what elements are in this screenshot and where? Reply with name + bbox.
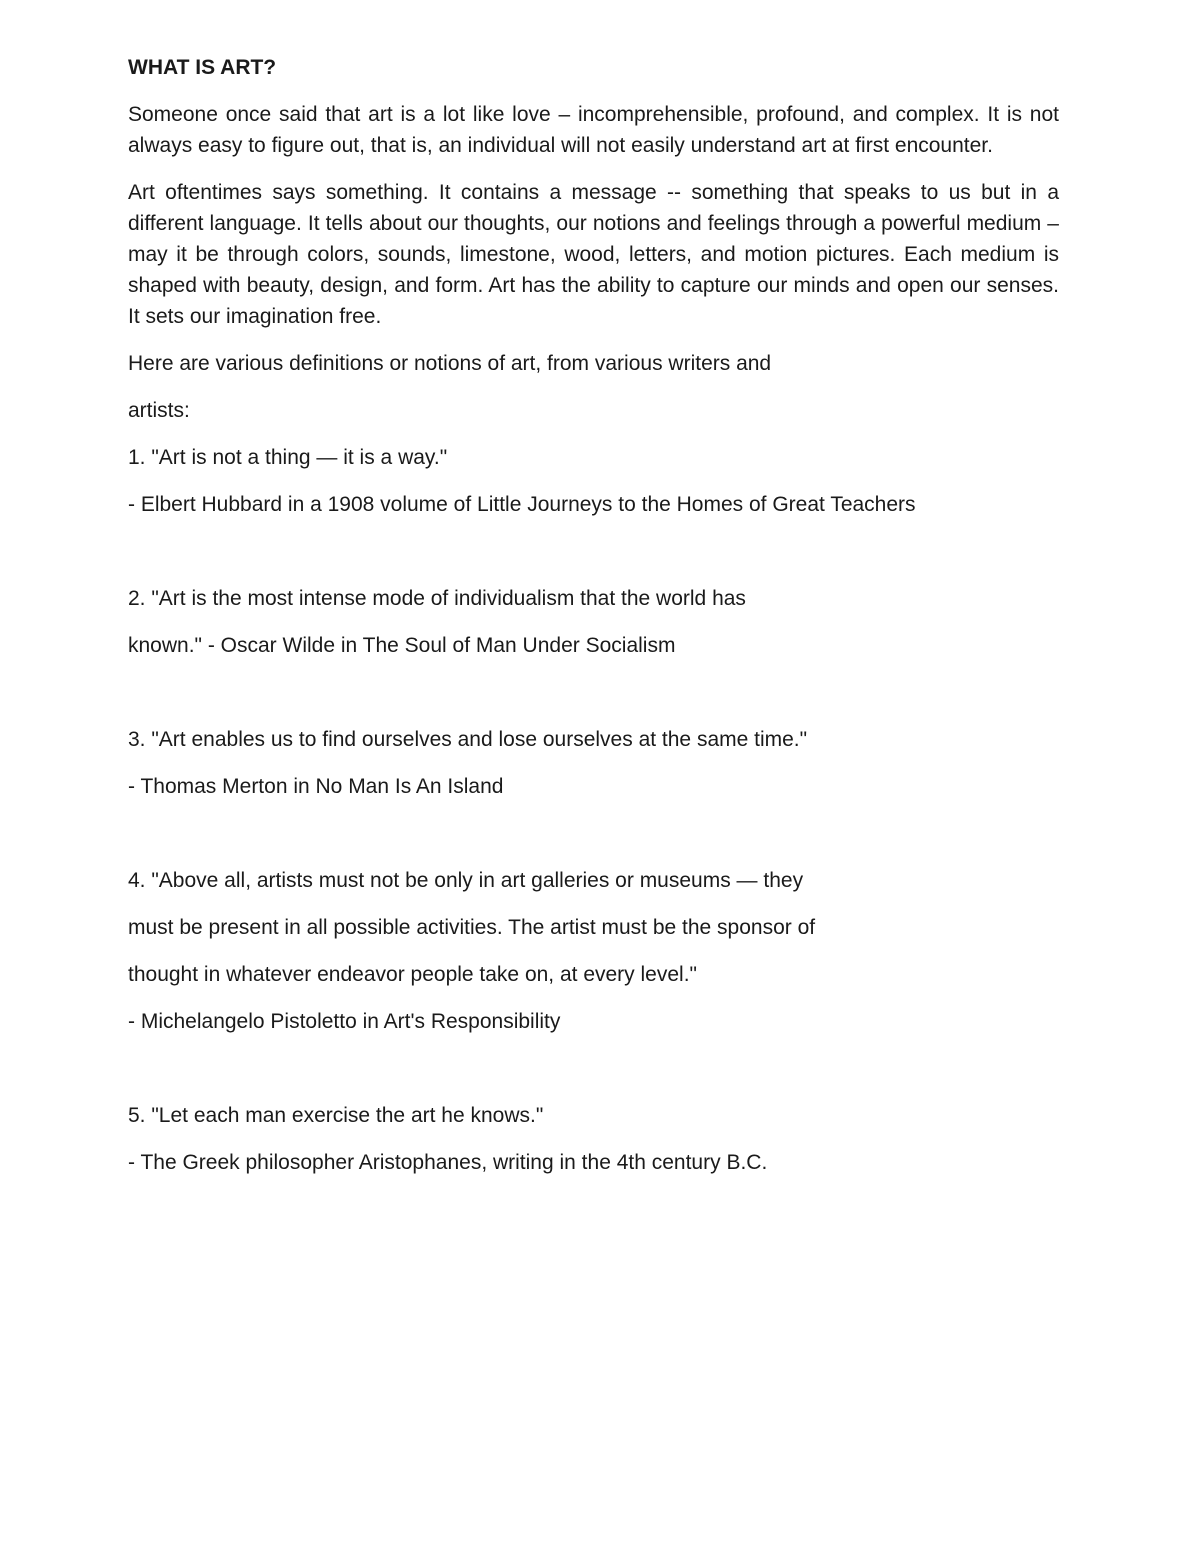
quote-line: 5. "Let each man exercise the art he knows." [128,1104,544,1127]
document-page [128,52,1059,1194]
intro-line: artists: [128,399,190,422]
page-title: WHAT IS ART? [128,56,277,79]
quote-line: 2. "Art is the most intense mode of individualism that the world has [128,587,746,610]
quote-line: must be present in all possible activities. The artist must be the sponsor of [128,916,816,939]
quote-attribution: - Thomas Merton in No Man Is An Island [128,775,504,798]
quote-block-3 [128,724,1059,802]
quote-attribution: - The Greek philosopher Aristophanes, writing in the 4th century B.C. [128,1151,768,1174]
quote-line: thought in whatever endeavor people take on, at every level." [128,963,697,986]
paragraph-intro: Someone once said that art is a lot like love – incomprehensible, profound, and complex. It is not always easy to figure out, that is, an individual will not easily understand art at first encounter. [128,103,1059,157]
quote-block-2 [128,583,1059,661]
quote-block-1 [128,442,1059,520]
quote-line: 3. "Art enables us to find ourselves and lose ourselves at the same time." [128,728,808,751]
quote-line: 4. "Above all, artists must not be only in art galleries or museums — they [128,869,804,892]
intro-line: Here are various definitions or notions of art, from various writers and [128,352,772,375]
quote-block-4 [128,865,1059,1037]
quote-attribution: - Elbert Hubbard in a 1908 volume of Little Journeys to the Homes of Great Teachers [128,493,916,516]
quote-attribution: - Michelangelo Pistoletto in Art's Responsibility [128,1010,561,1033]
paragraph-message: Art oftentimes says something. It contains a message -- something that speaks to us but in a different language. It tells about our thoughts, our notions and feelings through a powerful medium – may it be through colors, sounds, limestone, wood, letters, and motion pictures. Each medium is shaped with beauty, design, and form. Art has the ability to capture our minds and open our senses. It sets our imagination free. [128,181,1059,328]
quote-attribution: known." - Oscar Wilde in The Soul of Man Under Socialism [128,634,676,657]
quote-line: 1. "Art is not a thing — it is a way." [128,446,448,469]
quote-block-5 [128,1100,1059,1178]
